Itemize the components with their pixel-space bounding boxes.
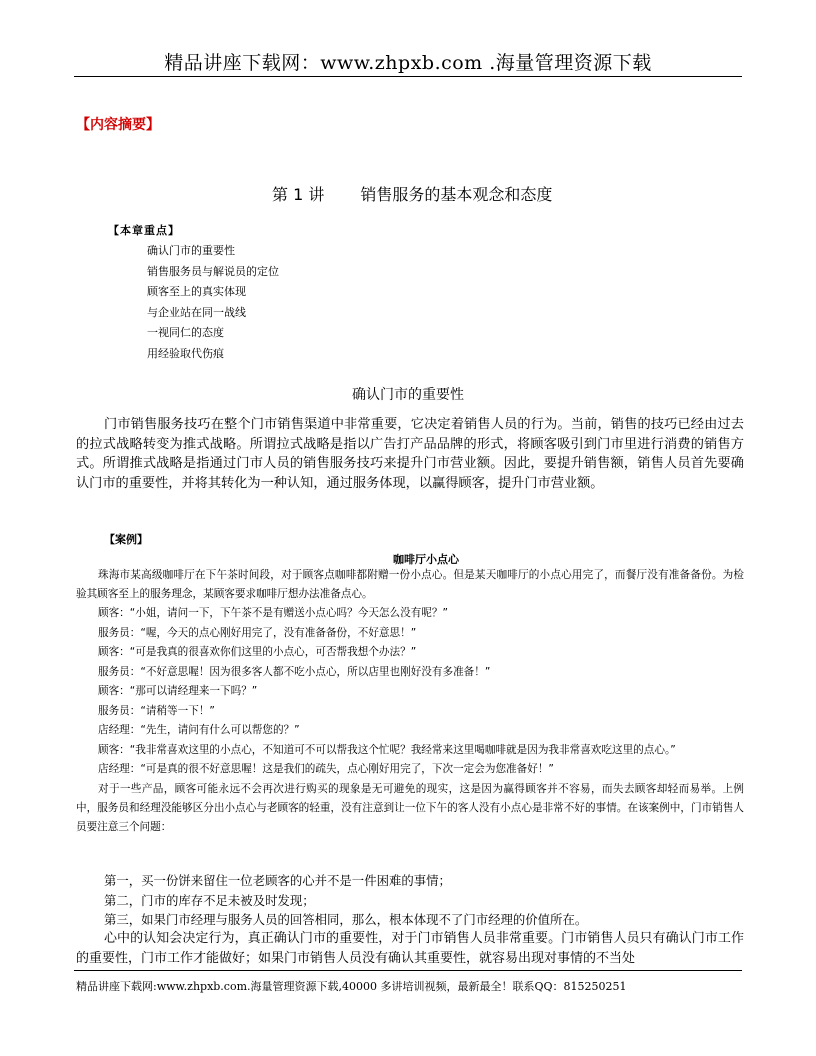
key-points-heading: 【本章重点】 — [108, 224, 180, 237]
key-point-item: 销售服务员与解说员的定位 — [147, 264, 279, 278]
page-header: 精品讲座下载网：www.zhpxb.com .海量管理资源下载 — [164, 52, 652, 74]
case-title: 咖啡厅小点心 — [393, 553, 459, 566]
lesson-point: 第一，买一份饼来留住一位老顾客的心并不是一件困难的事情； — [104, 873, 451, 888]
conclusion-paragraph: 心中的认知会决定行为，真正确认门市的重要性，对于门市销售人员非常重要。门市销售人员只有确认门市工作的重要性，门市工作才能做好；如果门市销售人员没有确认其重要性，就容易出现对事情的不当处 — [76, 931, 744, 966]
dialogue-line: 服务员：“请稍等一下！” — [98, 704, 215, 717]
lesson-point: 第三，如果门市经理与服务人员的回答相同，那么，根本体现不了门市经理的价值所在。 — [104, 912, 588, 928]
key-point-item: 一视同仁的态度 — [147, 326, 224, 340]
key-point-item: 与企业站在同一战线 — [147, 305, 246, 319]
key-point-item: 顾客至上的真实体现 — [147, 285, 246, 299]
key-point-item: 确认门市的重要性 — [147, 244, 235, 257]
lesson-point: 第二，门市的库存不足未被及时发现； — [104, 892, 315, 908]
dialogue-line: 顾客：“我非常喜欢这里的小点心，不知道可不可以帮我这个忙呢？我经常来这里喝咖啡就是因为我非常喜欢吃这里的点心。” — [98, 743, 676, 756]
lecture-title: 销售服务的基本观念和态度 — [360, 185, 553, 204]
key-point-item: 用经验取代伤痕 — [147, 346, 224, 360]
lecture-number: 第 1 讲 — [272, 185, 325, 204]
dialogue-line: 顾客：“那可以请经理来一下吗？” — [98, 685, 258, 697]
case-body — [76, 566, 744, 837]
case-analysis-paragraph: 对于一些产品，顾客可能永远不会再次进行购买的现象是无可避免的现实，这是因为赢得顾客并不容易，而失去顾客却轻而易举。上例中，服务员和经理没能够区分出小点心与老顾客的轻重，没有注意到让一位下午的客人没有小点心是非常不好的事情。在该案例中，门市销售人员要注意三个问题： — [76, 782, 744, 833]
section-intro-paragraph: 门市销售服务技巧在整个门市销售渠道中非常重要，它决定着销售人员的行为。当前，销售的技巧已经由过去的拉式战略转变为推式战略。所谓拉式战略是指以广告打产品品牌的形式，将顾客吸引到门市里进行消费的销售方式。所谓推式战略是指通过门市人员的销售服务技巧来提升门市营业额。因此，要提升销售额，销售人员首先要确认门市的重要性，并将其转化为一种认知，通过服务体现，以赢得顾客，提升门市营业额。 — [76, 417, 744, 491]
summary-label: 【内容摘要】 — [76, 117, 160, 133]
dialogue-line: 店经理：“可是真的很不好意思喔！这是我们的疏失，点心刚好用完了，下次一定会为您准备好！” — [98, 763, 554, 775]
page-footer: 精品讲座下载网:www.zhpxb.com.海量管理资源下载,40000 多讲培训视频，最新最全！联系QQ：815250251 — [76, 980, 627, 993]
case-heading: 【案例】 — [104, 533, 148, 546]
footer-divider — [74, 970, 742, 971]
header-divider — [74, 76, 742, 77]
lesson-points — [76, 871, 744, 930]
dialogue-line: 顾客：“可是我真的很喜欢你们这里的小点心，可否帮我想个办法？” — [98, 646, 417, 658]
dialogue-line: 店经理：“先生，请问有什么可以帮您的？” — [98, 724, 300, 736]
dialogue-line: 顾客：“小姐，请问一下，下午茶不是有赠送小点心吗？今天怎么没有呢？” — [98, 607, 448, 619]
dialogue-line: 服务员：“喔，今天的点心刚好用完了，没有准备备份，不好意思！” — [98, 626, 417, 639]
section-title: 确认门市的重要性 — [352, 387, 464, 403]
case-paragraph: 珠海市某高级咖啡厅在下午茶时间段，对于顾客点咖啡都附赠一份小点心。但是某天咖啡厅的小点心用完了，而餐厅没有准备备份。为检验其顾客至上的服务理念，某顾客要求咖啡厅想办法准备点心。 — [76, 569, 744, 600]
lecture-heading — [272, 182, 552, 205]
key-points-list — [147, 243, 279, 367]
dialogue-line: 服务员：“不好意思喔！因为很多客人都不吃小点心，所以店里也刚好没有多准备！” — [98, 665, 491, 678]
